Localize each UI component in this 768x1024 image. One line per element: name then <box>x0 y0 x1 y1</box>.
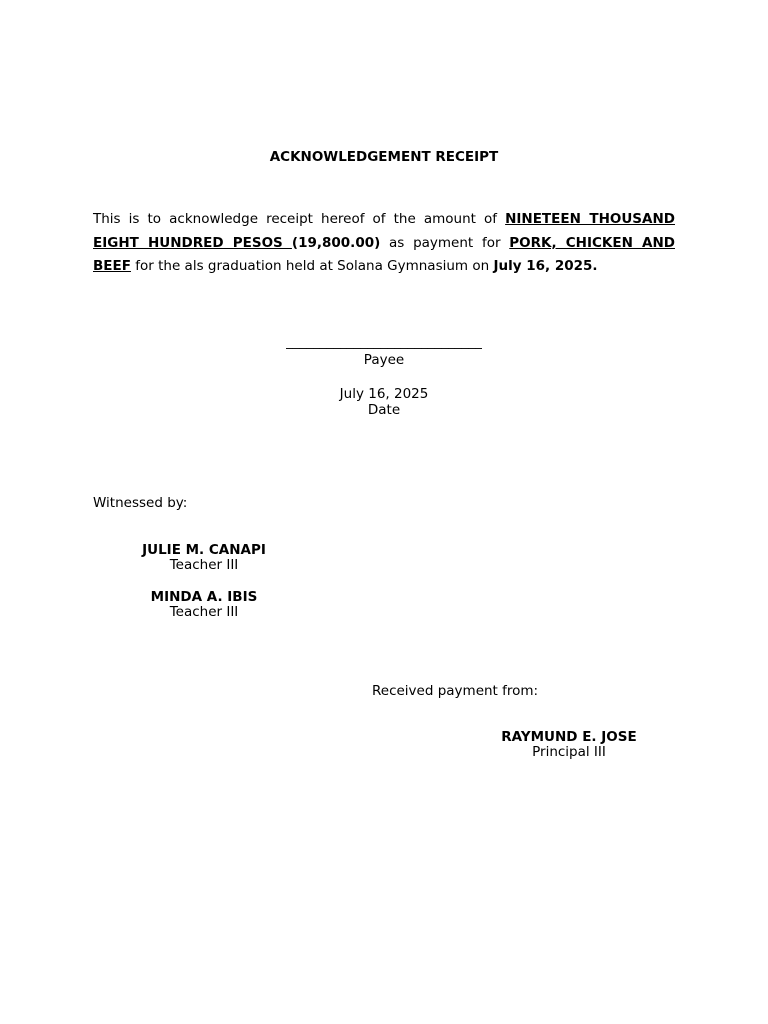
witness-name: JULIE M. CANAPI <box>142 542 266 558</box>
intro-text: This is to acknowledge receipt hereof of the amount of <box>93 211 506 227</box>
receipt-paragraph <box>93 208 675 279</box>
witness-title: Teacher III <box>169 604 239 620</box>
receiver-block <box>496 730 642 760</box>
receiver-name: RAYMUND E. JOSE <box>501 729 637 745</box>
payee-signature-line: _____________________________ <box>286 334 482 350</box>
date-label: Date <box>367 402 401 418</box>
event-text: for the als graduation held at Solana Gymnasium on <box>130 258 494 274</box>
date-value: July 16, 2025 <box>339 386 429 402</box>
items-purchased: PORK, CHICKEN AND BEEF <box>93 234 675 274</box>
document-title: ACKNOWLEDGEMENT RECEIPT <box>269 149 499 165</box>
event-date: July 16, 2025. <box>493 258 598 274</box>
witness-title: Teacher III <box>169 557 239 573</box>
witness-name: MINDA A. IBIS <box>150 589 258 605</box>
witnessed-by-label: Witnessed by: <box>93 495 188 511</box>
witness-block <box>139 543 269 573</box>
receiver-title: Principal III <box>532 744 606 760</box>
payee-label: Payee <box>363 352 405 368</box>
received-from-label: Received payment from: <box>372 683 539 699</box>
witness-block <box>139 590 269 620</box>
amount-in-numbers: (19,800.00) <box>291 234 381 251</box>
payment-for-text: as payment for <box>380 234 510 251</box>
amount-in-words: NINETEEN THOUSAND EIGHT HUNDRED PESOS <box>93 211 675 251</box>
